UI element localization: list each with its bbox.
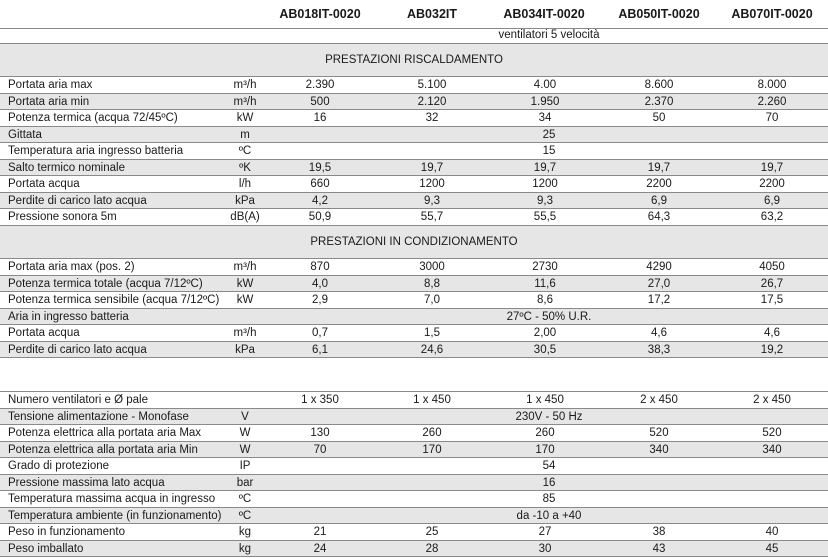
column-header: AB050IT-0020 [618, 7, 700, 21]
row-value: 63,2 [760, 211, 784, 223]
table-row [0, 458, 828, 475]
row-value: 55,5 [533, 211, 557, 223]
row-value: 340 [762, 443, 782, 456]
row-label: Potenza termica totale (acqua 7/12ºC) [8, 277, 203, 290]
table-row [0, 309, 828, 326]
row-value: 2.390 [305, 79, 335, 91]
table-row [0, 475, 828, 492]
row-unit: m³/h [233, 79, 257, 91]
column-header: AB070IT-0020 [731, 7, 813, 21]
row-unit: m [240, 128, 250, 141]
column-header-row [0, 0, 828, 28]
row-unit: W [239, 427, 251, 439]
row-value: 260 [422, 427, 442, 439]
row-label: Potenza elettrica alla portata aria Max [8, 427, 202, 439]
row-value: 0,7 [312, 327, 328, 339]
section-heating-label: PRESTAZIONI RISCALDAMENTO [325, 54, 503, 66]
row-value: 2,00 [533, 327, 557, 339]
table-row [0, 425, 828, 442]
row-label: Temperatura ambiente (in funzionamento) [8, 509, 222, 522]
row-shared-value: 16 [542, 476, 556, 489]
table-row [0, 77, 828, 94]
table-row [0, 442, 828, 459]
table-row [0, 160, 828, 177]
row-label: Portata aria max [8, 79, 93, 91]
row-unit: ºC [238, 493, 252, 505]
row-shared-value: 27ºC - 50% U.R. [506, 310, 592, 323]
row-value: 1.950 [530, 95, 560, 108]
row-value: 2730 [532, 261, 558, 273]
row-value: 4050 [759, 261, 785, 273]
row-value: 70 [765, 112, 779, 124]
row-value: 2200 [759, 178, 785, 190]
table-row [0, 127, 828, 144]
row-label: Numero ventilatori e Ø pale [8, 394, 148, 406]
row-label: Potenza termica (acqua 72/45ºC) [8, 112, 178, 124]
table-row [0, 176, 828, 193]
row-label: Portata aria max (pos. 2) [8, 261, 135, 273]
row-value: 27 [538, 526, 552, 538]
row-value: 25 [425, 526, 439, 538]
row-value: 6,9 [764, 194, 780, 207]
row-label: Portata aria min [8, 95, 90, 108]
row-label: Temperatura aria ingresso batteria [8, 145, 184, 157]
row-unit: dB(A) [230, 211, 260, 223]
row-value: 11,6 [534, 277, 556, 290]
row-value: 34 [538, 112, 552, 124]
row-unit: kPa [235, 194, 255, 207]
table-row [0, 325, 828, 342]
row-value: 1,5 [424, 327, 440, 339]
section-cooling [0, 226, 828, 259]
row-unit: bar [236, 476, 254, 489]
row-value: 55,7 [420, 211, 444, 223]
row-value: 1200 [532, 178, 558, 190]
row-value: 260 [535, 427, 555, 439]
row-label: Gittata [8, 128, 42, 141]
row-unit: ºC [238, 509, 252, 522]
row-unit: kg [238, 526, 252, 538]
row-unit: kW [236, 294, 254, 306]
row-value: 8,8 [424, 277, 440, 290]
row-label: Salto termico nominale [8, 161, 125, 174]
table-row [0, 259, 828, 276]
row-value: 500 [310, 95, 330, 108]
table-row [0, 409, 828, 426]
row-value: 8,6 [537, 294, 553, 306]
row-value: 4,6 [651, 327, 667, 339]
row-value: 520 [649, 427, 669, 439]
row-value: 27,0 [647, 277, 671, 290]
row-value: 4.00 [533, 79, 557, 91]
row-label: Portata acqua [8, 327, 80, 339]
column-header: AB018IT-0020 [279, 7, 361, 21]
table-row [0, 94, 828, 111]
row-value: 2 x 450 [640, 394, 678, 406]
row-unit: W [239, 443, 251, 456]
row-shared-value: 25 [542, 128, 556, 141]
row-label: Potenza termica sensibile (acqua 7/12ºC) [8, 294, 220, 306]
row-value: 21 [313, 526, 327, 538]
row-value: 19,2 [760, 343, 784, 356]
row-value: 2.370 [644, 95, 674, 108]
row-value: 26,7 [760, 277, 784, 290]
row-value: 4290 [646, 261, 672, 273]
row-value: 30,5 [533, 343, 557, 356]
row-value: 19,7 [533, 161, 557, 174]
row-label: Tensione alimentazione - Monofase [8, 410, 189, 423]
row-label: Grado di protezione [8, 460, 110, 472]
row-value: 45 [765, 542, 779, 555]
row-shared-value: 15 [542, 145, 556, 157]
row-value: 28 [425, 542, 439, 555]
row-value: 19,7 [420, 161, 444, 174]
row-unit: m³/h [233, 261, 257, 273]
row-unit: V [241, 410, 249, 423]
row-value: 2.260 [757, 95, 787, 108]
row-value: 2200 [646, 178, 672, 190]
row-label: Potenza elettrica alla portata aria Min [8, 443, 198, 456]
row-value: 2,9 [312, 294, 328, 306]
table-row [0, 143, 828, 160]
row-label: Aria in ingresso batteria [8, 310, 129, 323]
row-value: 64,3 [647, 211, 671, 223]
row-value: 19,7 [647, 161, 671, 174]
table-row [0, 209, 828, 226]
row-value: 130 [310, 427, 330, 439]
table-row [0, 491, 828, 508]
row-shared-value: 54 [542, 460, 556, 472]
row-unit: ºK [239, 161, 251, 174]
row-value: 40 [765, 526, 779, 538]
row-value: 43 [652, 542, 666, 555]
row-label: Pressione massima lato acqua [8, 476, 165, 489]
row-value: 8.000 [757, 79, 787, 91]
row-value: 170 [535, 443, 555, 456]
row-value: 17,5 [760, 294, 784, 306]
row-value: 340 [649, 443, 669, 456]
row-unit: m³/h [233, 327, 257, 339]
column-header: AB032IT [406, 7, 458, 21]
row-unit: kg [238, 542, 252, 555]
row-value: 9,3 [537, 194, 553, 207]
row-value: 19,5 [308, 161, 332, 174]
table-row [0, 110, 828, 127]
row-unit: kW [236, 112, 254, 124]
row-value: 1200 [419, 178, 445, 190]
row-value: 3000 [419, 261, 445, 273]
row-label: Perdite di carico lato acqua [8, 194, 147, 207]
table-row [0, 508, 828, 525]
row-value: 38 [652, 526, 666, 538]
column-header: AB034IT-0020 [503, 7, 585, 21]
row-value: 4,2 [312, 194, 328, 207]
row-value: 7,0 [424, 294, 440, 306]
row-value: 1 x 450 [413, 394, 451, 406]
row-value: 520 [762, 427, 782, 439]
row-value: 50 [652, 112, 666, 124]
row-value: 9,3 [424, 194, 440, 207]
table-row [0, 276, 828, 293]
row-value: 2.120 [417, 95, 447, 108]
row-unit: ºC [238, 145, 252, 157]
row-unit: l/h [238, 178, 252, 190]
subtitle: ventilatori 5 velocità [498, 29, 600, 41]
row-value: 17,2 [647, 294, 671, 306]
table-row [0, 342, 828, 359]
row-value: 8.600 [644, 79, 674, 91]
row-label: Peso in funzionamento [8, 526, 125, 538]
row-value: 2 x 450 [753, 394, 791, 406]
row-value: 1 x 450 [526, 394, 564, 406]
row-value: 4,0 [312, 277, 328, 290]
row-value: 32 [425, 112, 439, 124]
row-value: 5.100 [417, 79, 447, 91]
row-value: 38,3 [647, 343, 671, 356]
row-value: 19,7 [760, 161, 784, 174]
row-value: 6,1 [312, 343, 328, 356]
section-heating [0, 44, 828, 77]
table-row [0, 541, 828, 558]
row-label: Temperatura massima acqua in ingresso [8, 493, 216, 505]
row-value: 50,9 [308, 211, 332, 223]
row-value: 170 [422, 443, 442, 456]
row-value: 870 [310, 261, 330, 273]
row-value: 1 x 350 [301, 394, 339, 406]
row-shared-value: 230V - 50 Hz [515, 410, 583, 423]
row-label: Pressione sonora 5m [8, 211, 117, 223]
row-value: 24,6 [420, 343, 444, 356]
row-label: Portata acqua [8, 178, 80, 190]
subtitle-row [0, 28, 828, 44]
table-row [0, 193, 828, 210]
section-cooling-label: PRESTAZIONI IN CONDIZIONAMENTO [310, 236, 518, 248]
row-unit: m³/h [233, 95, 257, 108]
row-value: 660 [310, 178, 330, 190]
row-value: 4,6 [764, 327, 780, 339]
row-shared-value: 85 [542, 493, 556, 505]
row-value: 24 [313, 542, 327, 555]
row-value: 6,9 [651, 194, 667, 207]
row-value: 70 [313, 443, 327, 456]
table-row [0, 524, 828, 541]
row-value: 16 [313, 112, 327, 124]
row-unit: IP [239, 460, 251, 472]
row-shared-value: da -10 a +40 [516, 509, 582, 522]
row-label: Peso imballato [8, 542, 84, 555]
row-label: Perdite di carico lato acqua [8, 343, 147, 356]
row-unit: kW [236, 277, 254, 290]
row-value: 30 [538, 542, 552, 555]
row-unit: kPa [235, 343, 255, 356]
table-row [0, 292, 828, 309]
table-row [0, 392, 828, 409]
